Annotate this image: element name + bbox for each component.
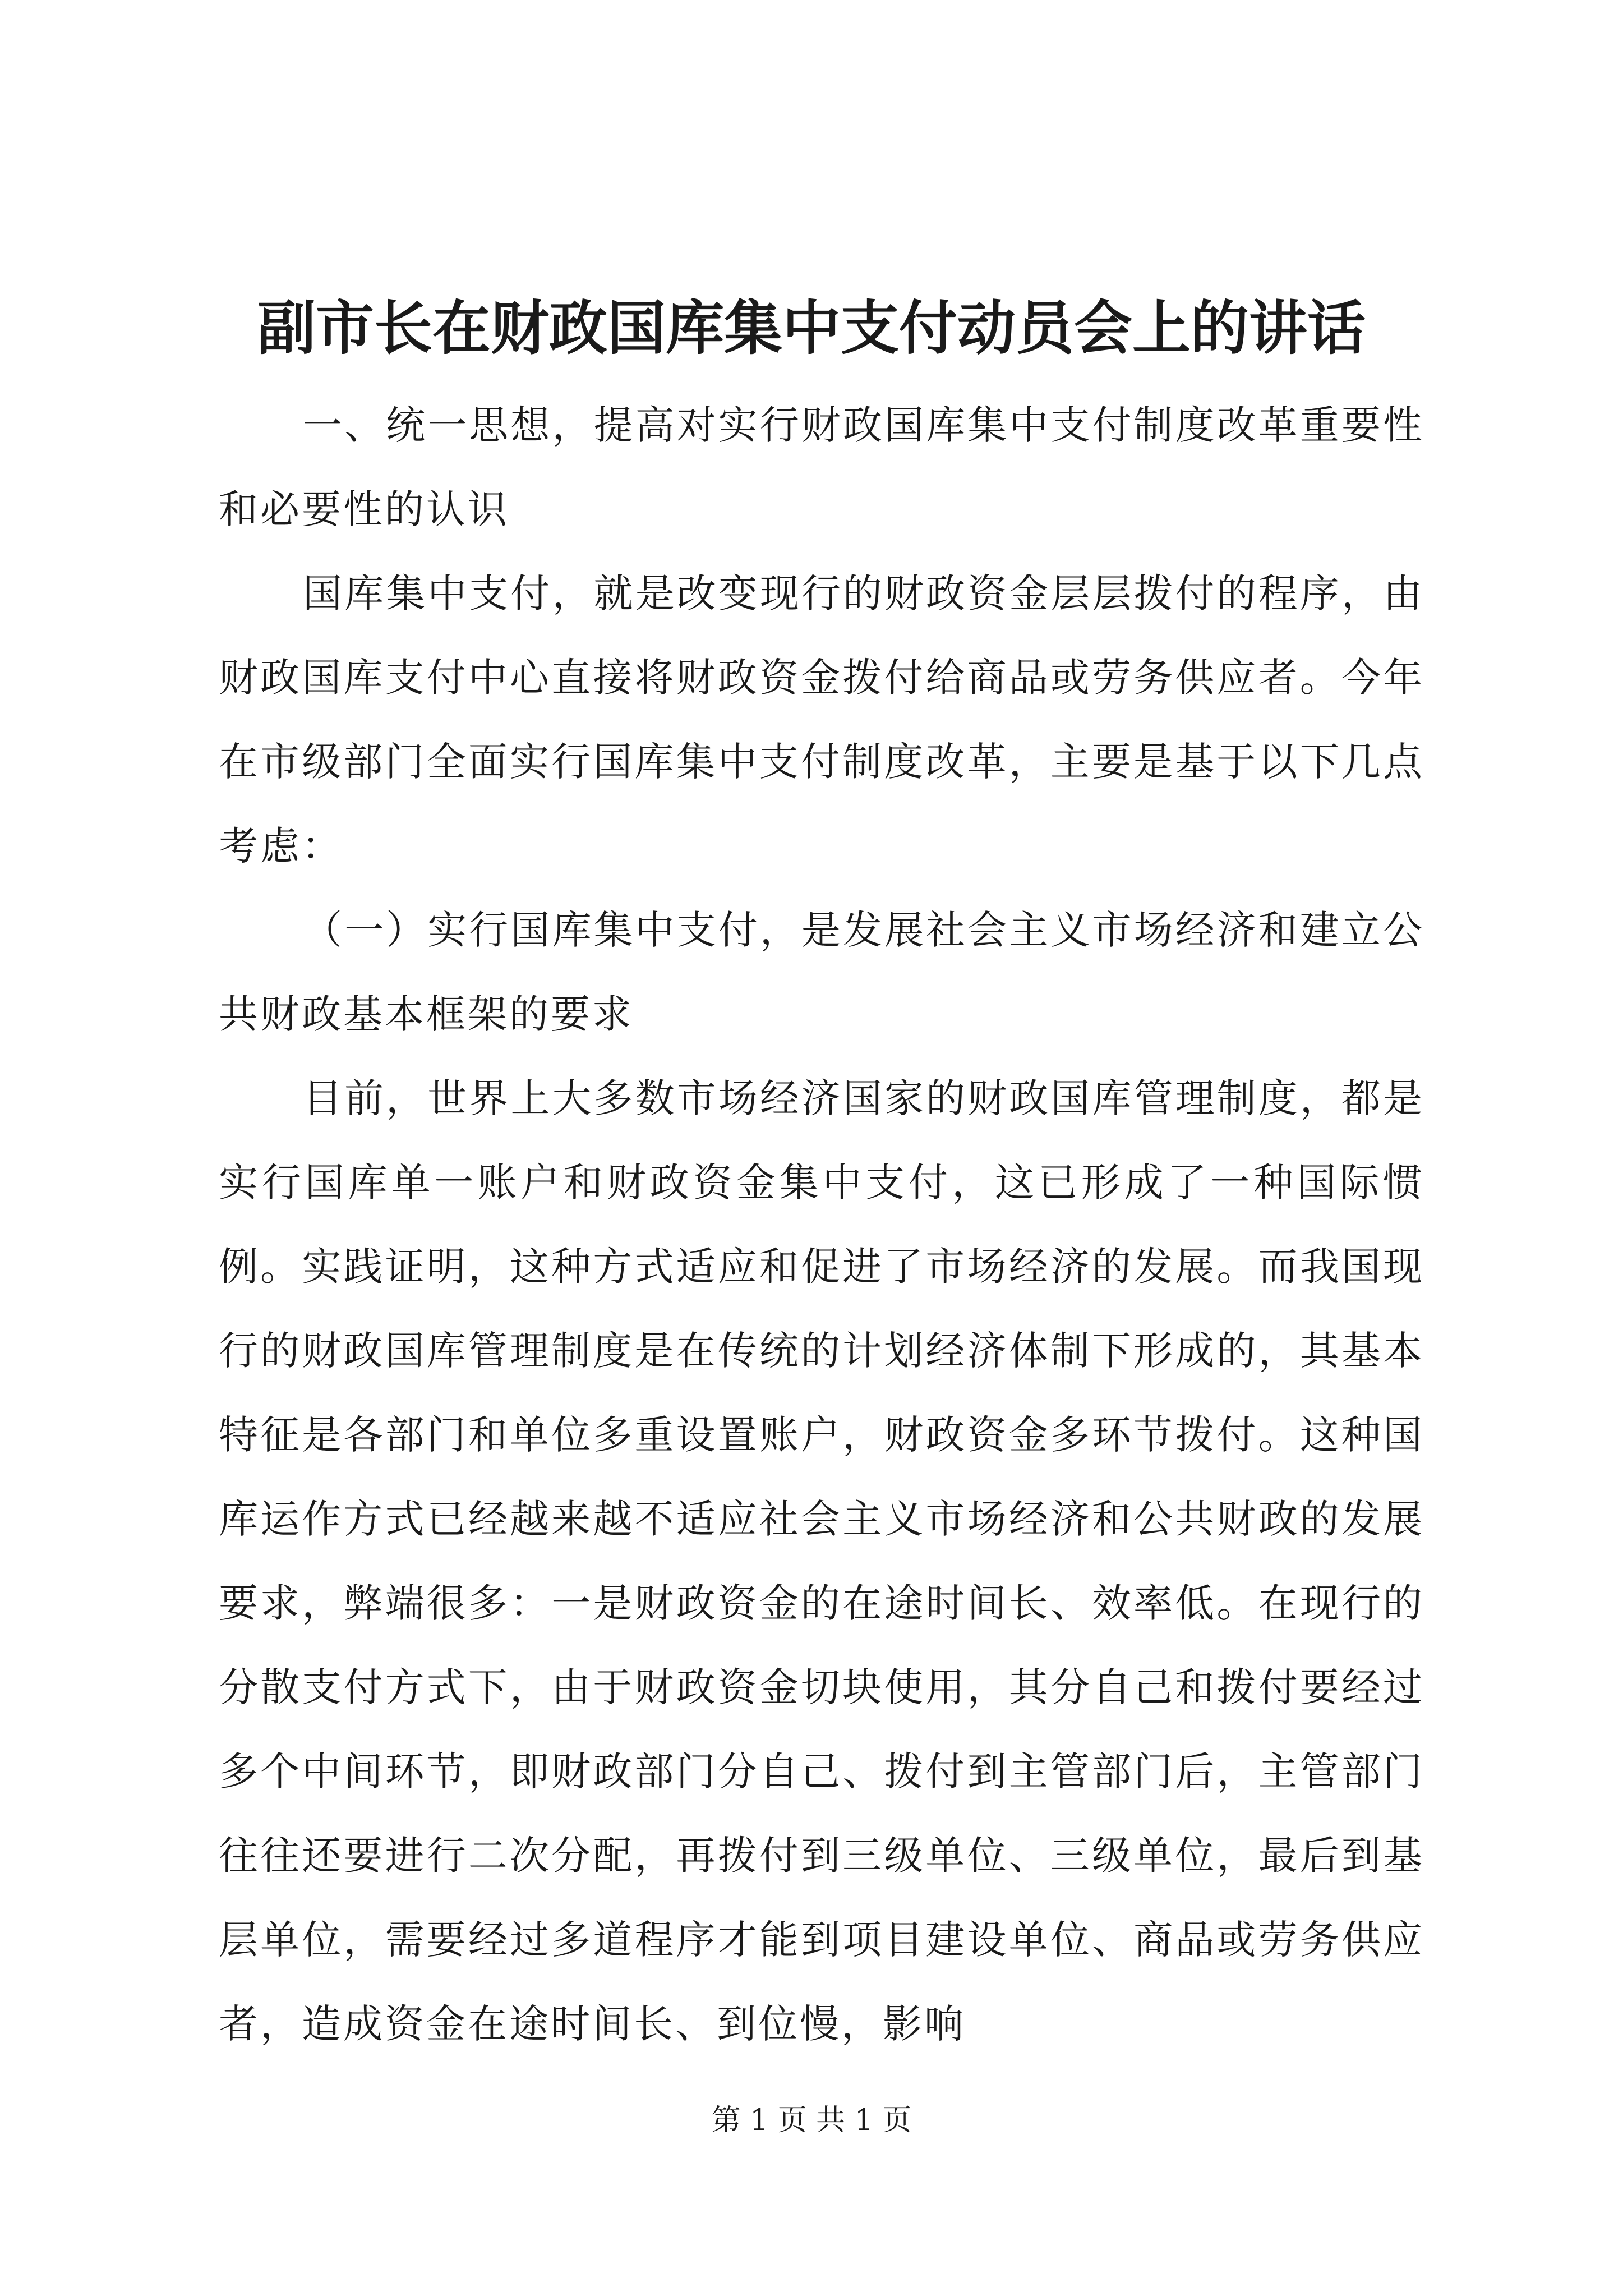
body-paragraph-1: 国库集中支付，就是改变现行的财政资金层层拨付的程序，由财政国库支付中心直接将财政资金拨付给商品或劳务供应者。今年在市级部门全面实行国库集中支付制度改革，主要是基于以下几点考虑： xyxy=(219,570,1424,869)
section-heading-1: 一、统一思想，提高对实行财政国库集中支付制度改革重要性和必要性的认识 xyxy=(219,402,1424,532)
subsection-heading-1: （一）实行国库集中支付，是发展社会主义市场经济和建立公共财政基本框架的要求 xyxy=(219,907,1424,1037)
page-footer: 第 1 页 共 1 页 xyxy=(711,2104,912,2137)
document-title: 副市长在财政国库集中支付动员会上的讲话 xyxy=(257,293,1366,362)
body-paragraph-2: 目前，世界上大多数市场经济国家的财政国库管理制度，都是实行国库单一账户和财政资金集中支付，这已形成了一种国际惯例。实践证明，这种方式适应和促进了市场经济的发展。而我国现行的财政国库管理制度是在传统的计划经济体制下形成的，其基本特征是各部门和单位多重设置账户，财政资金多环节拨付。这种国库运作方式已经越来越不适应社会主义市场经济和公共财政的发展要求，弊端很多：一是财政资金的在途时间长、效率低。在现行的分散支付方式下，由于财政资金切块使用，其分自己和拨付要经过多个中间环节，即财政部门分自己、拨付到主管部门后，主管部门往往还要进行二次分配，再拨付到三级单位、三级单位，最后到基层单位，需要经过多道程序才能到项目建设单位、商品或劳务供应者，造成资金在途时间长、到位慢，影响 xyxy=(219,1075,1424,2047)
document-body xyxy=(219,383,1424,2066)
